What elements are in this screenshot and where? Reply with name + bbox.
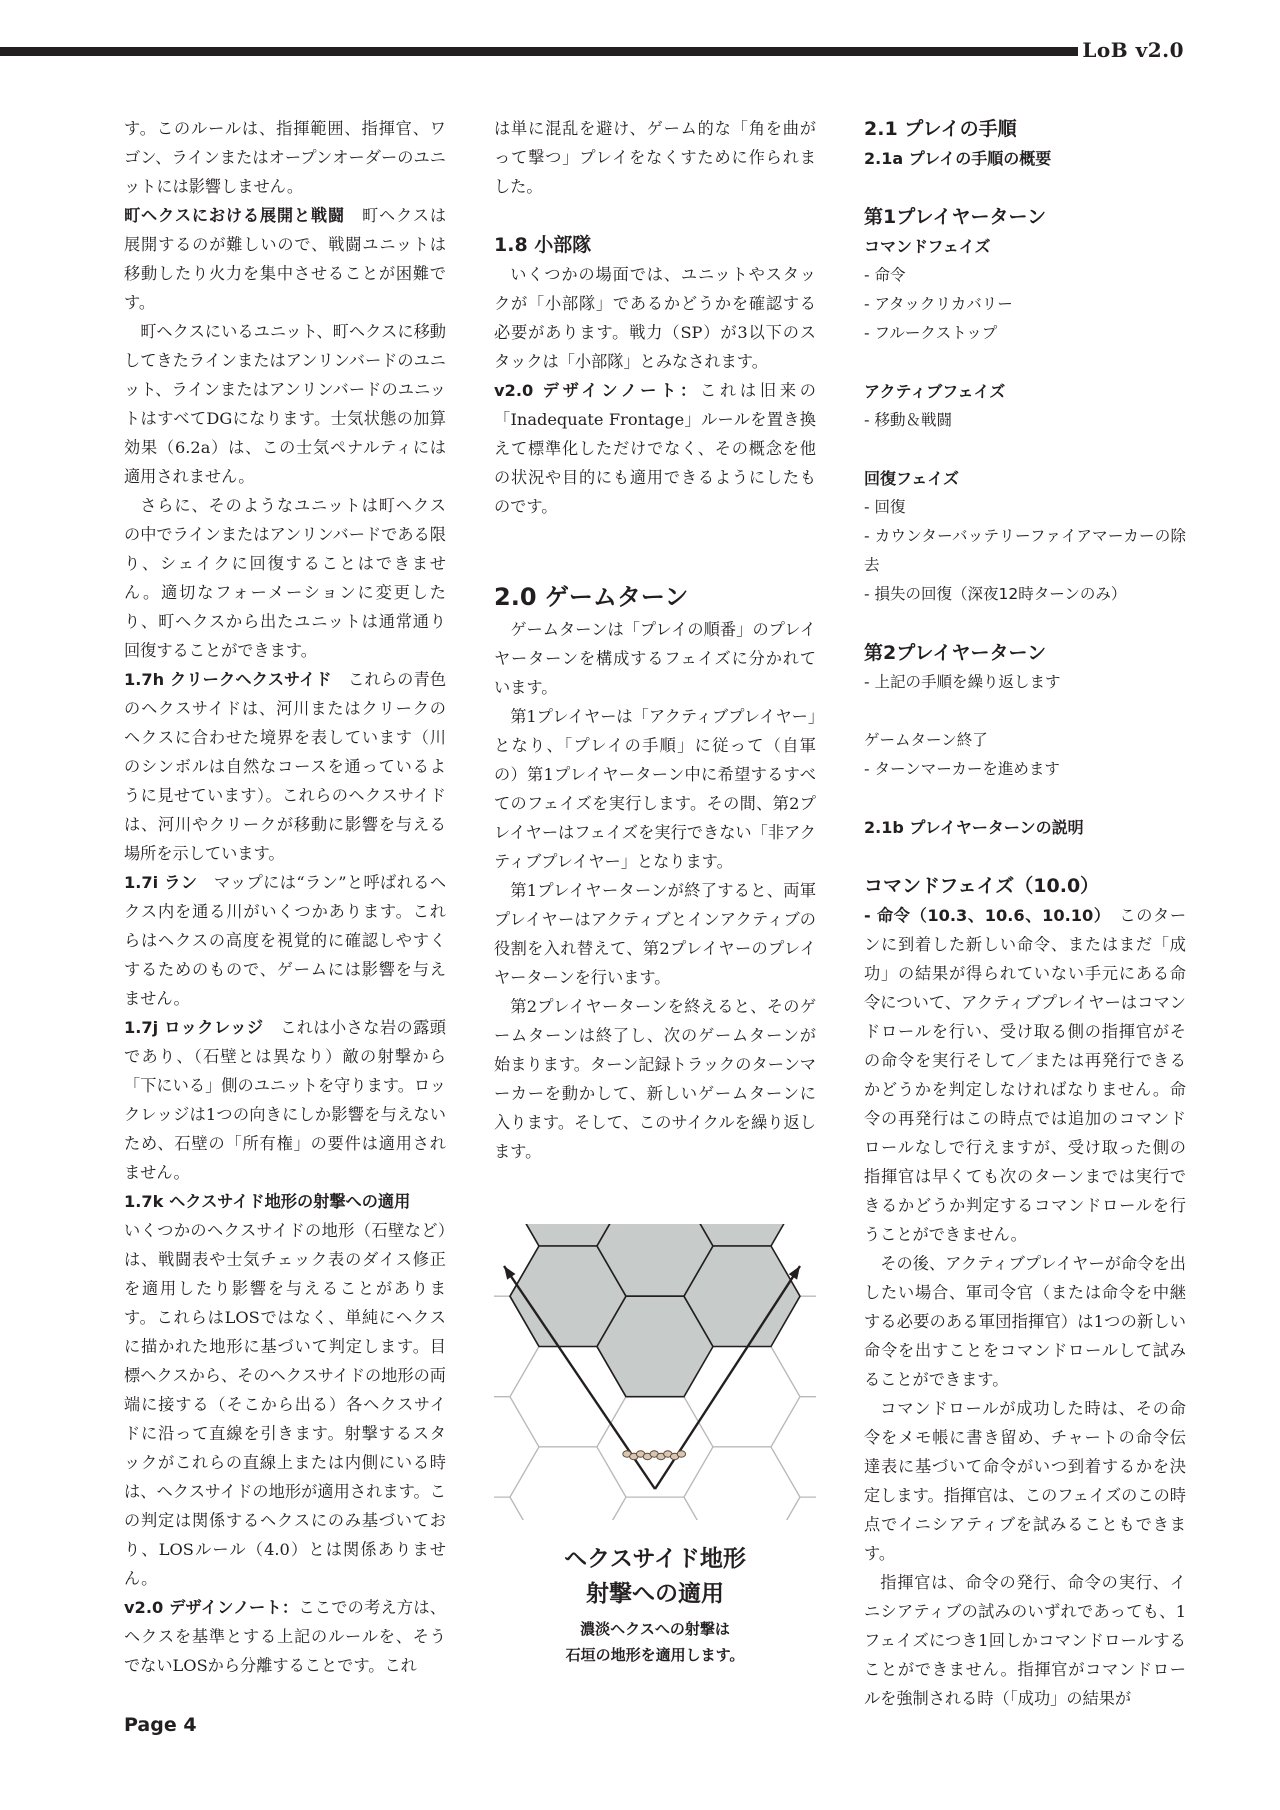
- rule-heading: 1.7j ロックレッジ: [124, 1018, 264, 1037]
- command-phase-heading: コマンドフェイズ（10.0）: [864, 875, 1100, 897]
- spacer: [864, 348, 1186, 377]
- design-note: [124, 1593, 446, 1680]
- list-item: - 上記の手順を繰り返します: [864, 673, 1061, 691]
- paragraph: 第1プレイヤーターンが終了すると、両軍プレイヤーはアクティブとインアクティブの役割を入れ替えて、第2プレイヤーのプレイヤーターンを行います。: [494, 881, 816, 987]
- design-note-text: これは旧来の「Inadequate Frontage」ルールを置き換えて標準化しただけでなく、その概念を他の状況や目的にも適用できるようにしたものです。: [494, 381, 816, 516]
- rule-1-7j: [124, 1013, 446, 1187]
- paragraph: ゲームターンは「プレイの順番」のプレイヤーターンを構成するフェイズに分かれています。: [494, 620, 816, 697]
- spacer: [864, 435, 1186, 464]
- list-item: - 回復: [864, 498, 906, 516]
- diagram-caption-title: ヘクスサイド地形: [564, 1546, 746, 1572]
- diagram-caption-text: 濃淡ヘクスへの射撃は: [580, 1620, 730, 1638]
- paragraph: いくつかの場面では、ユニットやスタックが「小部隊」であるかどうかを確認する必要があります。戦力（SP）が3以下のスタックは「小部隊」とみなされます。: [494, 265, 816, 371]
- rule-text: マップには“ラン”と呼ばれるヘクス内を通る川がいくつかあります。これらはヘクスの高度を視覚的に確認しやすくするためのもので、ゲームには影響を与えません。: [124, 873, 447, 1008]
- phase-list: [864, 668, 1186, 697]
- spacer: [494, 521, 816, 579]
- paragraph: す。このルールは、指揮範囲、指揮官、ワゴン、ラインまたはオープンオーダーのユニットには影響しません。: [124, 119, 446, 196]
- spacer: [494, 201, 816, 230]
- rule-text-1-7k: いくつかのヘクスサイドの地形（石壁など）は、戦闘表や士気チェック表のダイス修正を適用したり影響を与えることがあります。これらはLOSではなく、単純にヘクスに描かれた地形に基づいて判定します。目標ヘクスから、そのヘクスサイドの地形の両端に接する（そこから出る）各ヘクスサイドに沿って直線を引きます。射撃するスタックがこれらの直線上または内側にいる時は、ヘクスサイドの地形が適用されます。この判定は関係するヘクスにのみ基づいており、LOSルール（4.0）とは関係ありません。: [124, 1221, 446, 1588]
- phase-heading: 回復フェイズ: [864, 469, 960, 488]
- list-item: - 損失の回復（深夜12時ターンのみ）: [864, 585, 1127, 603]
- section-heading-2-1: 2.1 プレイの手順: [864, 118, 1017, 140]
- orders-text: このターンに到着した新しい命令、またはまだ「成功」の結果が得られていない手元にある命令について、アクティブプレイヤーはコマンドロールを行い、受け取る側の指揮官がその命令を実行そして／または再発行できるかどうかを判定しなければなりません。命令の再発行はこの時点では追加のコマンドロールなしで行えますが、受け取った側の指揮官は早くても次のターンまでは実行できるかどうか判定するコマンドロールを行うことができません。: [864, 906, 1187, 1244]
- town-section: [124, 201, 446, 317]
- paragraph: は単に混乱を避け、ゲーム的な「角を曲がって撃つ」プレイをなくすために作られました。: [494, 119, 816, 196]
- list-item: - ターンマーカーを進めます: [864, 760, 1060, 778]
- paragraph: 第2プレイヤーターンを終えると、そのゲームターンは終了し、次のゲームターンが始まります。ターン記録トラックのターンマーカーを動かして、新しいゲームターンに入ります。そして、このサイクルを繰り返します。: [494, 997, 816, 1161]
- paragraph: さらに、そのようなユニットは町ヘクスの中でラインまたはアンリンバードである限り、シェイクに回復することはできません。適切なフォーメーションに変更したり、町ヘクスから出たユニットは通常通り回復することができます。: [124, 496, 446, 660]
- game-turn-end-label: ゲームターン終了: [864, 731, 988, 749]
- orders-rule: [864, 901, 1186, 1249]
- paragraph: コマンドロールが成功した時は、その命令をメモ帳に書き留め、チャートの命令伝達表に基づいて命令がいつ到着するかを決定します。指揮官は、このフェイズのこの時点でイニシアティブを試みることもできます。: [864, 1399, 1186, 1563]
- spacer: [864, 784, 1186, 813]
- diagram-caption-title: 射撃への適用: [586, 1581, 724, 1607]
- section-heading-2-0: 2.0 ゲームターン: [494, 583, 689, 611]
- spacer: [864, 842, 1186, 871]
- rule-heading-1-7k: 1.7k ヘクスサイド地形の射撃への適用: [124, 1192, 411, 1211]
- phase-list: [864, 493, 1186, 609]
- subsection-heading-2-1b: 2.1b プレイヤーターンの説明: [864, 818, 1084, 837]
- spacer: [864, 697, 1186, 726]
- paragraph: 指揮官は、命令の発行、命令の実行、イニシアティブの試みのいずれであっても、1フェイズにつき1回しかコマンドロールすることができません。指揮官がコマンドロールを強制される時（「成功」の結果が: [864, 1573, 1186, 1708]
- phase-heading: アクティブフェイズ: [864, 382, 1006, 401]
- hexside-terrain-diagram: [494, 1224, 816, 1520]
- list-item: - 移動＆戦闘: [864, 411, 953, 429]
- hex-grid: [494, 1224, 816, 1520]
- rule-text: これらの青色のヘクスサイドは、河川またはクリークのヘクスに合わせた境界を表しています（川のシンボルは自然なコースを通っているように見せています）。これらのヘクスサイドは、河川やクリークが移動に影響を与える場所を示しています。: [124, 670, 447, 863]
- list-item: - アタックリカバリー: [864, 295, 1013, 313]
- design-note-heading: v2.0 デザインノート：: [494, 381, 701, 400]
- phase-list: [864, 261, 1186, 348]
- rule-heading: 1.7h クリークヘクスサイド: [124, 670, 332, 689]
- section-heading-1-8: 1.8 小部隊: [494, 234, 592, 256]
- diagram-caption-text: 石垣の地形を適用します。: [565, 1646, 745, 1664]
- design-note-heading: v2.0 デザインノート：: [124, 1598, 299, 1617]
- rule-text: これは小さな岩の露頭であり、（石壁とは異なり）敵の射撃から「下にいる」側のユニットを守ります。ロックレッジは1つの向きにしか影響を与えないため、石壁の「所有権」の要件は適用されません。: [124, 1018, 446, 1182]
- column-2: [494, 114, 816, 1166]
- section-heading: 町ヘクスにおける展開と戦闘: [124, 206, 345, 225]
- phase-heading: コマンドフェイズ: [864, 237, 991, 256]
- paragraph: その後、アクティブプレイヤーが命令を出したい場合、軍司令官（または命令を中継する必要のある軍団指揮官）は1つの新しい命令を出すことをコマンドロールして試みることができます。: [864, 1254, 1186, 1389]
- design-note: [494, 376, 816, 521]
- spacer: [864, 173, 1186, 202]
- list-item: - 命令: [864, 266, 906, 284]
- header-title: LoB v2.0: [1082, 38, 1184, 62]
- page-number: Page 4: [124, 1714, 197, 1736]
- phase-list: [864, 406, 1186, 435]
- subsection-heading-2-1a: 2.1a プレイの手順の概要: [864, 149, 1052, 168]
- header-rule: [0, 47, 1078, 56]
- paragraph: 町ヘクスにいるユニット、町ヘクスに移動してきたラインまたはアンリンバードのユニット、ラインまたはアンリンバードのユニットはすべてDGになります。士気状態の加算効果（6.2a）は、この士気ペナルティには適用されません。: [124, 322, 446, 486]
- orders-heading: - 命令（10.3、10.6、10.10）: [864, 906, 1103, 925]
- wall-stone: [677, 1451, 685, 1457]
- column-3: [864, 114, 1186, 1713]
- design-note-text: ここでの考え方は、ヘクスを基準とする上記のルールを、そうでないLOSから分離することです。これ: [124, 1598, 446, 1675]
- list-item: - カウンターバッテリーファイアマーカーの除去: [864, 527, 1186, 574]
- column-1: [124, 114, 446, 1680]
- paragraph: 第1プレイヤーは「アクティブプレイヤー」となり、「プレイの手順」に従って（自軍の）第1プレイヤーターン中に希望するすべてのフェイズを実行します。その間、第2プレイヤーはフェイズを実行できない「非アクティブプレイヤー」となります。: [494, 707, 816, 871]
- rule-heading: 1.7i ラン: [124, 873, 198, 892]
- list-item: - フルークストップ: [864, 324, 998, 342]
- section-text: 町ヘクスは展開するのが難しいので、戦闘ユニットは移動したり火力を集中させることが困難です。: [124, 206, 447, 312]
- player-turn-heading: 第2プレイヤーターン: [864, 642, 1047, 664]
- rule-1-7h: [124, 665, 446, 868]
- rule-1-7i: [124, 868, 446, 1013]
- phase-list: [864, 755, 1186, 784]
- player-turn-heading: 第1プレイヤーターン: [864, 206, 1047, 228]
- spacer: [864, 609, 1186, 638]
